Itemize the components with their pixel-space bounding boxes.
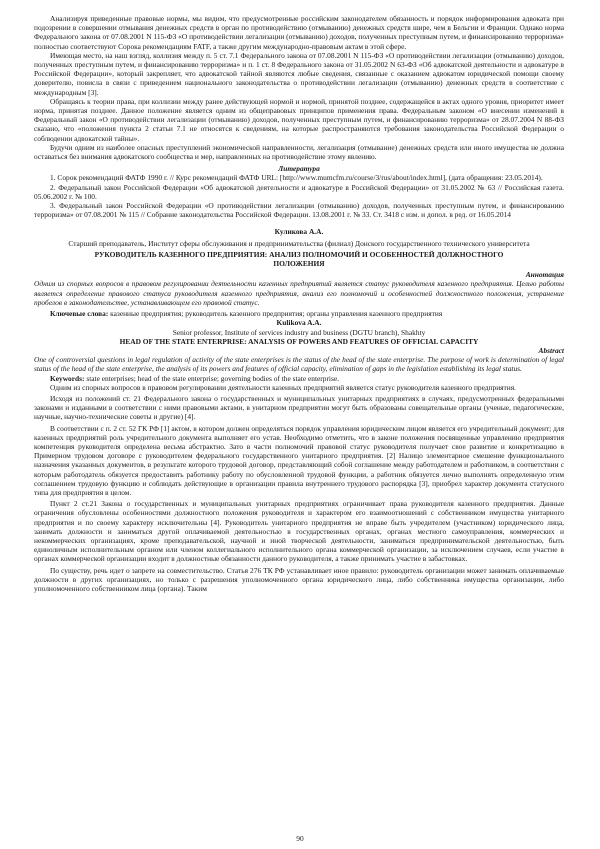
body-paragraph: Пункт 2 ст.21 Закона о государственных и муниципальных унитарных предприятиях ограничивает права руководителя казенного предприятия. Данные ограничения обусловлены особенностями должностного положения руководителя и характером его взаимоотношений с собственником имущества унитарного предприятия и по своему характеру исключительны [4]. Руководитель унитарного предприятия не вправе быть учредителем (участником) юридического лица, занимать должности и заниматься другой оплачиваемой деятельностью в государственных органах, органах местного самоуправления, коммерческих и некоммерческих организациях, кроме преподавательской, научной и иной творческой деятельности, заниматься предпринимательской деятельностью, быть единоличным исполнительным органом или членом коллегиального исполнительного органа коммерческой организации, за исключением случаев, если участие в органах коммерческой организации входит в должностные обязанности данного руководителя, а также принимать участие в забастовках. [34,499,564,564]
keywords-ru: казенные предприятия; руководитель казенного предприятия; органы управления казенного предприятия [108,309,443,319]
intro-paragraph: Анализируя приведенные правовые нормы, мы видим, что предусмотренные российским законодателем обязанность и порядок информирования адвоката при подозрении в совершении отмывания денежных средств в орган по противодействию (отмыванию) денежных средств шире, чем в Бельгии и Франции. Однако норма Федерального закона от 07.08.2001 N 115-ФЗ «О противодействии легализации (отмыванию) доходов, полученных преступным путем, и финансированию терроризма» полностью соответствуют Сорока рекомендациям FATF, а также другим международно-правовым актам в этой сфере. [34,14,564,51]
author-en: Kulikova A.A. [276,318,322,328]
annotation-label: Аннотация [525,270,564,280]
affiliation-en: Senior professor, Institute of services industry and business (DGTU branch), Shakhty [172,327,426,337]
keywords-en: state enterprises; head of the state enterprise; governing bodies of the state enterprise. [84,373,339,383]
body-paragraph: По существу, речь идет о запрете на совместительство. Статья 276 ТК РФ устанавливает иное правило: руководитель организации может занимать оплачиваемые должности в других организациях, но только с разрешения уполномоченного органа юридического лица, либо собственника имущества организации, либо уполномоченного собственником лица (органа). Таким [34,565,564,593]
body-paragraph: Исходя из положений ст. 21 Федерального закона о государственных и муниципальных унитарных предприятиях в случаях, предусмотренных федеральными законами и изданными в соответствии с ними правовыми актами, в унитарном предприятии могут быть образованы совещательные органы (ученые, педагогические, научные, научно-технические советы и другие) [4]. [34,393,564,422]
keywords-en-line [34,374,564,383]
abstract-label: Abstract [538,345,564,355]
keywords-ru-label: Ключевые слова: [50,309,109,319]
keywords-en-label: Keywords: [50,373,85,383]
intro-paragraph: Имеющая место, на наш взгляд, коллизия между п. 5 ст. 7.1 Федерального закона от 07.08.2001 N 115-ФЗ «О противодействии легализации (отмыванию) доходов, полученных преступным путем, и финансированию терроризма» и п. 1 ст. 8 Федерального закона от 31.05.2002 N 63-ФЗ «Об адвокатской деятельности и адвокатуре в Российской Федерации», который закрепляет, что адвокатской тайной являются любые сведения, связанные с оказанием адвокатом юридической помощи своему доверителю, повисла в связи с приведением национального законодательства о противодействии легализации (отмыванию) денежных средств в соответствие с международным [3]. [34,50,564,97]
intro-paragraph: Обращаясь к теории права, при коллизии между ранее действующей нормой и нормой, принятой позднее, содержащейся в актах одного уровня, приоритет имеет норма, принятая позднее. Данное положение является одним из общеправовых принципов применения права. Федеральным законом «О внесении изменений в Федеральный закон «О противодействии легализации (отмыванию) доходов, полученных преступным путем, и финансированию терроризма» от 28.07.2004 N 88-ФЗ сказано, что «положения пункта 2 статьи 7.1 не относятся к сведениям, на которые распространяются требования законодательства Российской Федерации о соблюдении адвокатской тайны». [34,96,564,143]
literature-item: 2. Федеральный закон Российской Федерации «Об адвокатской деятельности и адвокатуре в Российской Федерации» от 31.05.2002 № 63 // Российская газета. 05.06.2002 г. № 100. [34,182,564,201]
literature-item: 1. Сорок рекомендаций ФАТФ 1990 г. // Курс рекомендаций ФАТФ URL: [http://www.mumcfm.ru/course/3/rus/about/index.html], (дата обращения: 23.05.2014). [50,173,543,183]
annotation-text: Одним из спорных вопросов в правовом регулировании деятельности казенных предприятий является статус руководителя казенного предприятия. Целью работы является определение правового статуса руководителя казенного предприятия, анализ его полномочий и особенностей должностного положения, устранение пробелов в законодательстве, устанавливающем его правовой статус. [34,279,564,307]
page-number: 90 [296,834,304,843]
literature-item: 3. Федеральный закон Российской Федерации «О противодействии легализации (отмыванию) доходов, полученных преступным путем, и финансированию терроризма» от 07.08.2001 № 115 // Собрание законодательства Российской Федерации. 13.08.2001 г. № 33. Ст. 3418 с изм. и допол. в ред. от 16.05.2014 [34,201,564,220]
body-paragraph: Одним из спорных вопросов в правовом регулировании деятельности казенных предприятий является статус руководителя казенного предприятия. [50,382,516,392]
author-ru: Куликова А.А. [274,227,324,237]
article-title-ru: РУКОВОДИТЕЛЬ КАЗЕННОГО ПРЕДПРИЯТИЯ: АНАЛИЗ ПОЛНОМОЧИЙ И ОСОБЕННОСТЕЙ ДОЛЖНОСТНОГО ПОЛОЖЕНИЯ [94,249,504,269]
literature-heading: Литература [278,164,320,174]
affiliation-ru: Старший преподаватель, Институт сферы обслуживания и предпринимательства (филиал) Донского государственного технического университета [68,238,530,248]
keywords-ru-line [34,309,564,318]
body-paragraph: В соответствии с п. 2 ст. 52 ГК РФ [1] актом, в котором должен определяться порядок управления юридическим лицом является его учредительный документ; для казенных предприятий роль учредительного документа выполняет его устав. Необходимо отметить, что в законе положения посвященные управлению предприятия компетенция руководителя определена весьма абстрактно. Зато в части полномочий правовой статус руководителя получает свое развитие и конкретизацию в Примерном трудовом договоре с руководителем федерального государственного унитарного предприятия. [2] Налицо элементарное смешение функционального назначения указанных документов, в результате которого трудовой договор, представляющий собой соглашение между работодателем и работником, в соответствии с которым работодатель обязуется предоставить работнику работу по обусловленной трудовой функции, а работник обязуется лично выполнять определенную этим соглашением трудовую функцию и соблюдать действующие в организации правила внутреннего трудового распорядка [3], приобрел характер документа статусного типа для предприятия в целом. [34,423,564,497]
page-content [34,14,564,593]
abstract-text: One of controversial questions in legal regulation of activity of the state enterprises is the status of the head of the state enterprise. The purpose of work is determination of legal status of the head of the state enterprise, the analysis of its powers and features of official capacity, elimination of gaps in the legislation establishing its legal status. [34,355,564,374]
article-title-en: HEAD OF THE STATE ENTERPRISE: ANALYSIS OF POWERS AND FEATURES OF OFFICIAL CAPACITY [119,336,479,346]
intro-paragraph: Будучи одним из наиболее опасных преступлений экономической направленности, легализация (отмывание) денежных средств или иного имущества не должна оставаться без внимания адвокатского сообщества и мер, направленных на противодействие этому явлению. [34,142,564,162]
